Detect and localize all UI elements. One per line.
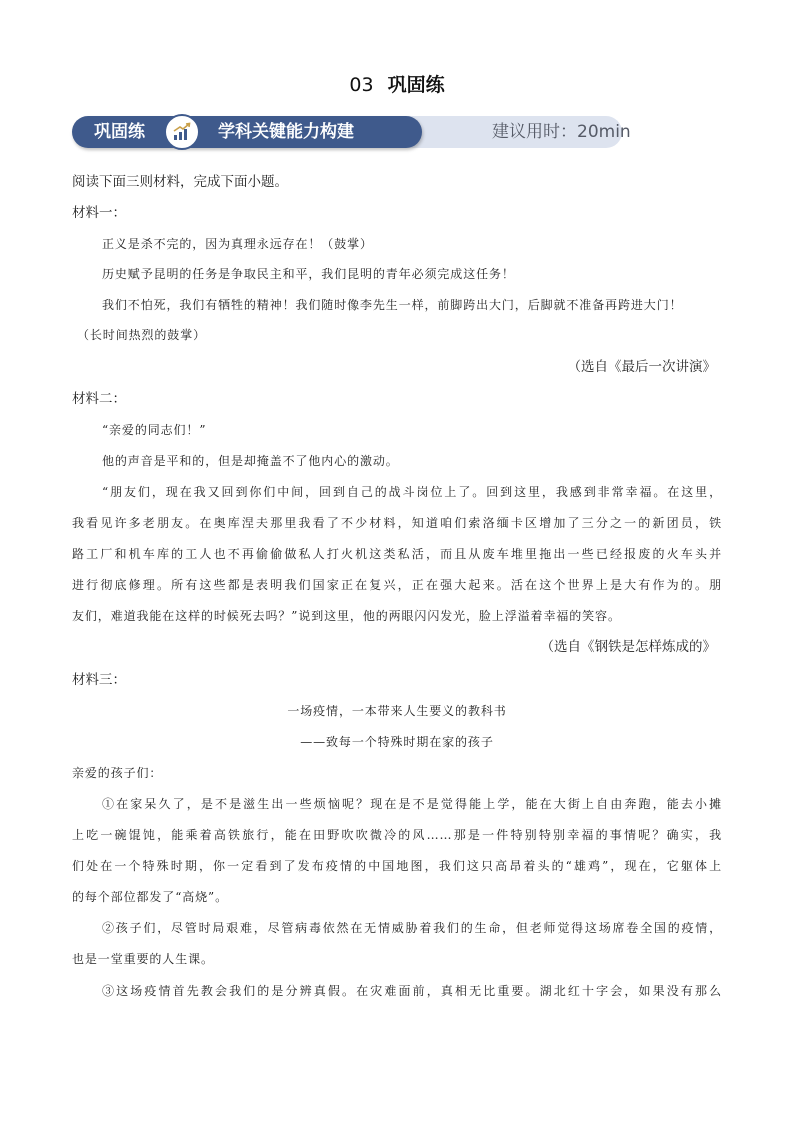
material2-source: （选自《钢铁是怎样炼成的》 [540,639,716,655]
material3-label: 材料三： [72,672,126,688]
banner-main [72,116,422,148]
article-paragraph: ②孩子们，尽管时局艰难，尽管病毒依然在无情威胁着我们的生命，但老师觉得这场席卷全国的疫情， [102,921,722,935]
material1-line: 正义是杀不完的，因为真理永远存在！（鼓掌） [102,237,373,251]
article-paragraph: 上吃一碗馄饨，能乘着高铁旅行，能在田野吹吹微冷的风……那是一件特别特别幸福的事情呢？确实，我 [72,828,722,842]
page-title [0,70,794,97]
article-paragraph: 的每个部位都发了“高烧”。 [72,890,228,904]
article-paragraph: ①在家呆久了，是不是滋生出一些烦恼呢？现在是不是觉得能上学，能在大街上自由奔跑，能去小摊 [102,797,722,811]
article-paragraph: 们处在一个特殊时期，你一定看到了发布疫情的中国地图，我们这只高昂着头的“雄鸡”，现在，它躯体上 [72,859,722,873]
article-greeting: 亲爱的孩子们： [72,766,163,780]
chart-growth-icon [164,114,200,150]
material2-line: 我看见许多老朋友。在奥库涅夫那里我看了不少材料，知道咱们索洛缅卡区增加了三分之一的新团员，铁 [72,516,722,530]
material2-line: 路工厂和机车库的工人也不再偷偷做私人打火机这类私活，而且从废车堆里拖出一些已经报废的火车头并 [72,547,722,561]
material1-line: （长时间热烈的鼓掌） [77,328,207,342]
instruction: 阅读下面三则材料，完成下面小题。 [72,174,288,190]
article-title: 一场疫情，一本带来人生要义的教科书 [287,704,507,718]
suggested-time: 建议用时：20min [492,122,631,142]
article-paragraph: ③这场疫情首先教会我们的是分辨真假。在灾难面前，真相无比重要。湖北红十字会，如果没有那么 [102,984,722,998]
material2-line: 他的声音是平和的，但是却掩盖不了他内心的激动。 [102,454,399,468]
material1-line: 我们不怕死，我们有牺牲的精神！我们随时像李先生一样，前脚跨出大门，后脚就不准备再跨进大门！ [102,298,683,312]
banner-tag: 巩固练 [94,122,145,142]
article-subtitle: ——致每一个特殊时期在家的孩子 [300,735,494,749]
material2-line: 友们，难道我能在这样的时候死去吗？”说到这里，他的两眼闪闪发光，脸上浮溢着幸福的笑容。 [72,609,621,623]
material2-line: 进行彻底修理。所有这些都是表明我们国家正在复兴，正在强大起来。活在这个世界上是大有作为的。朋 [72,578,722,592]
material2-label: 材料二： [72,391,126,407]
material1-label: 材料一： [72,205,126,221]
material1-source: （选自《最后一次讲演》 [567,359,716,375]
material2-line: “亲爱的同志们！” [102,423,207,437]
lesson-title: 巩固练 [387,74,445,96]
article-paragraph: 也是一堂重要的人生课。 [72,952,214,966]
lesson-number: 03 [349,74,374,96]
banner-subject: 学科关键能力构建 [218,122,354,142]
section-banner [72,116,631,148]
material1-line: 历史赋予昆明的任务是争取民主和平，我们昆明的青年必须完成这任务！ [102,267,515,281]
material2-line: “朋友们，现在我又回到你们中间，回到自己的战斗岗位上了。回到这里，我感到非常幸福。在这里， [102,485,722,499]
